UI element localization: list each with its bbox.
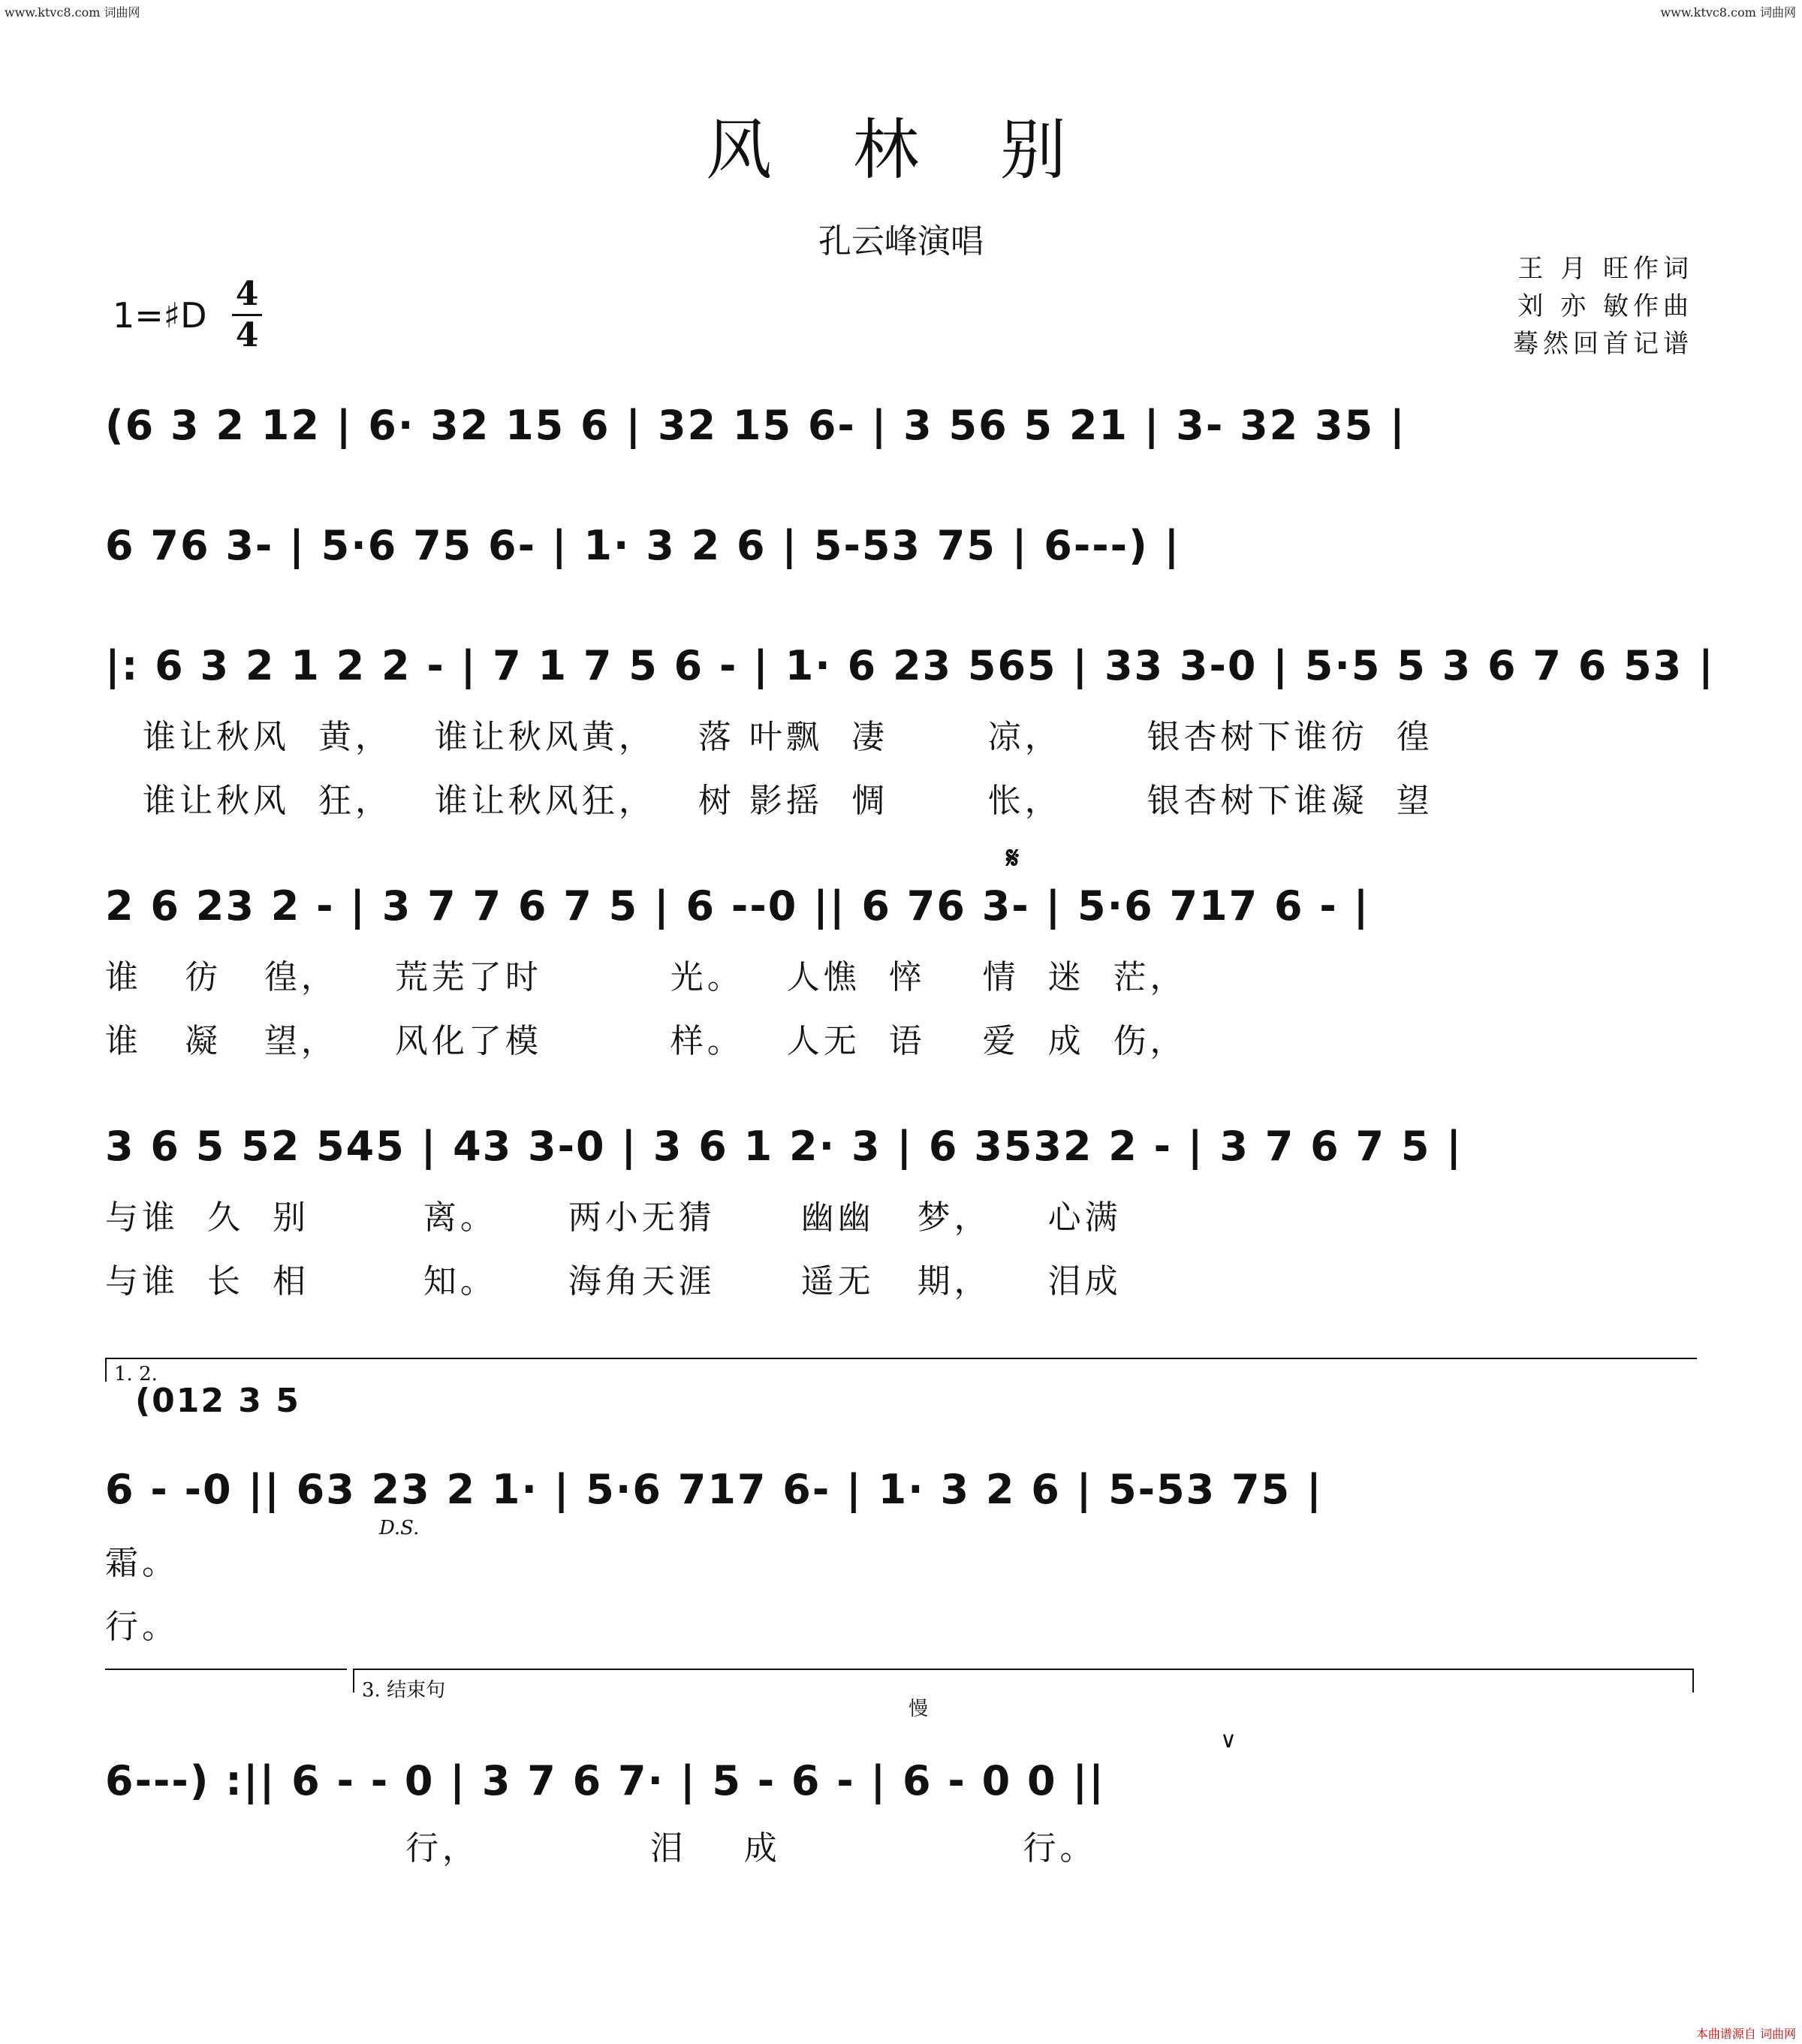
time-signature [230,276,264,354]
volta-end-line [105,1669,347,1670]
composer: 刘 亦 敏作曲 [1517,291,1693,321]
lyrics-verse1-line4: 谁 彷 徨， 荒芜了时 光。 人憔 悴 情 迷 茫， [105,958,1187,996]
watermark-left: www.ktvc8.com 词曲网 [5,5,140,20]
ds-marking: D.S. [379,1517,420,1539]
key-signature: 1=♯D [113,295,207,336]
transcriber: 蓦然回首记谱 [1513,329,1693,359]
score-line-6: 6 - -0 || 63 23 2 1· | 5·6 717 6- | 1· 3 2 6 | 5-53 75 | [105,1466,1323,1513]
score-line-5: 3 6 5 52 545 | 43 3-0 | 3 6 1 2· 3 | 6 3532 2 - | 3 7 6 7 5 | [105,1123,1463,1170]
lyrics-verse2-line4: 谁 凝 望， 风化了模 样。 人无 语 爱 成 伤， [105,1022,1187,1060]
score-line-4: 2 6 23 2 - | 3 7 7 6 7 5 | 6 --0 || 6 76 3- | 5·6 717 6 - | [105,882,1370,930]
lyrics-verse2-line5: 与谁 长 相 知。 海角天涯 遥无 期， 泪成 [105,1262,1122,1301]
breath-mark: ∨ [1220,1727,1237,1753]
lyrics-verse1-line5: 与谁 久 别 离。 两小无猜 幽幽 梦， 心满 [105,1198,1122,1237]
tempo-marking: 慢 [909,1698,929,1720]
song-title: 风 林 别 [706,111,1096,188]
watermark-right: www.ktvc8.com 词曲网 [1660,5,1796,20]
lyrics-verse1-line6: 霜。 [105,1544,179,1582]
score-line-1: (6 3 2 12 | 6· 32 15 6 | 32 15 6- | 3 56 5 21 | 3- 32 35 | [105,402,1406,449]
time-signature-bottom: 4 [235,316,259,354]
lyrics-verse2-line6: 行。 [105,1608,179,1646]
score-line-2: 6 76 3- | 5·6 75 6- | 1· 3 2 6 | 5-53 75 | 6---) | [105,522,1181,569]
performer: 孔云峰演唱 [818,222,984,261]
lyrics-verse2-line3: 谁让秋风 狂， 谁让秋风狂， 树 影摇 惆 怅， 银杏树下谁凝 望 [143,782,1433,820]
intro-return: (012 3 5 [135,1382,300,1420]
watermark-bottom: 本曲谱源自 词曲网 [1695,2027,1796,2041]
volta-label-3: 3. 结束句 [362,1679,446,1702]
volta-bracket-3 [353,1669,1694,1693]
volta-label-1-2: 1. 2. [114,1363,158,1385]
score-line-3: |: 6 3 2 1 2 2 - | 7 1 7 5 6 - | 1· 6 23 565 | 33 3-0 | 5·5 5 3 6 7 6 53 | [105,642,1715,689]
score-line-7: 6---) :|| 6 - - 0 | 3 7 6 7· | 5 - 6 - | 6 - 0 0 || [105,1757,1105,1804]
lyricist: 王 月 旺作词 [1517,254,1693,284]
lyrics-line7: 行， 泪 成 行。 [405,1829,1097,1868]
volta-bracket-1-2 [105,1358,1697,1382]
lyrics-verse1-line3: 谁让秋风 黄， 谁让秋风黄， 落 叶飘 凄 凉， 银杏树下谁彷 徨 [143,718,1433,756]
segno-sign: 𝄋 [1006,841,1020,876]
time-signature-top: 4 [235,275,259,313]
